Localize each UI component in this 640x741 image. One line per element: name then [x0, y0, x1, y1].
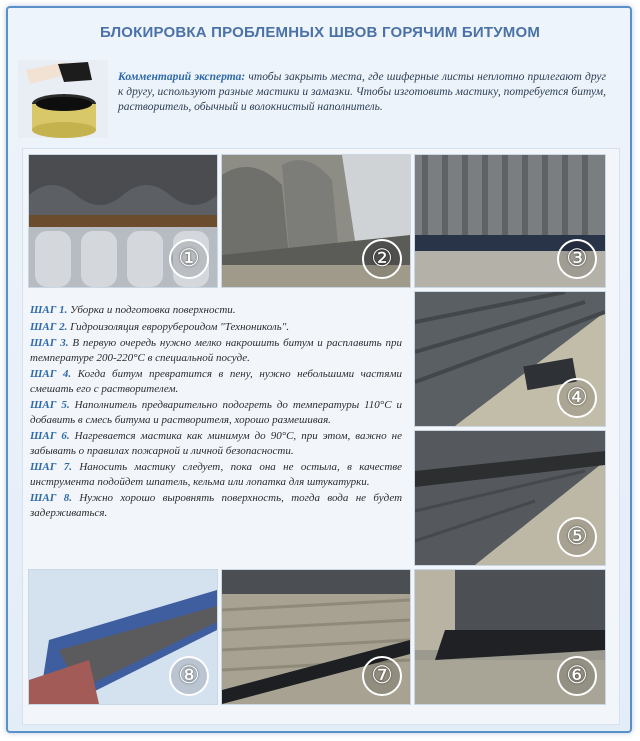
step-5	[30, 398, 402, 427]
step-2-label: ШАГ 2.	[30, 320, 68, 333]
step-5-text: Наполнитель предварительно подогреть до температуры 110°С и добавить в смесь битума и растворителя, хорошо размешивая.	[30, 399, 403, 426]
step-6-label: ШАГ 6.	[30, 430, 70, 442]
expert-comment	[118, 70, 606, 115]
step-badge-8: ⑧	[169, 656, 209, 696]
step-8	[30, 491, 402, 520]
step-1-label: ШАГ 1.	[30, 304, 68, 316]
step-photo-1	[28, 154, 218, 288]
step-badge-4: ④	[557, 378, 597, 418]
step-7	[30, 460, 402, 489]
step-badge-1: ①	[169, 239, 209, 279]
step-badge-3: ③	[557, 239, 597, 279]
step-photo-6	[414, 569, 606, 705]
step-4-label: ШАГ 4.	[30, 368, 72, 380]
step-6-text: Нагревается мастика как минимум до 90°С, при этом, важно не забывать о правилах пожарной и личной безопасности.	[30, 430, 402, 457]
step-6	[30, 429, 402, 458]
step-1-text: Уборка и подготовка поверхности.	[70, 304, 236, 316]
step-2	[30, 320, 402, 335]
step-7-text: Наносить мастику следует, пока она не остыла, в качестве инструмента подойдет шпатель, кельма или лопатка для штукатурки.	[30, 461, 402, 488]
step-photo-8	[28, 569, 218, 705]
step-3-label: ШАГ 3.	[30, 337, 69, 349]
step-badge-6: ⑥	[557, 656, 597, 696]
step-7-label: ШАГ 7.	[30, 461, 72, 473]
step-photo-2	[221, 154, 411, 288]
step-badge-2: ②	[362, 239, 402, 279]
step-8-text: Нужно хорошо выровнять поверхность, тогда вода не будет задерживаться.	[30, 492, 403, 519]
page-title: БЛОКИРОВКА ПРОБЛЕМНЫХ ШВОВ ГОРЯЧИМ БИТУМОМ	[99, 24, 541, 41]
step-5-label: ШАГ 5.	[30, 399, 70, 411]
step-badge-7: ⑦	[362, 656, 402, 696]
step-4-text: Когда битум превратится в пену, нужно небольшими частями смешать его с растворителем.	[30, 368, 403, 395]
step-1	[30, 303, 402, 318]
expert-comment-text: чтобы закрыть места, где шиферные листы неплотно прилегают друг к другу, используют разные мастики и замазки. Чтобы изготовить мастику, потребуется битум, растворитель, обычный и волокнистый наполнитель.	[118, 71, 607, 113]
bitumen-bucket-image	[18, 60, 108, 138]
step-photo-5	[414, 430, 606, 566]
step-3-text: В первую очередь нужно мелко накрошить битум и расплавить при температуре 200-220°С в специальной посуде.	[30, 337, 403, 364]
steps-list	[30, 303, 402, 522]
step-8-label: ШАГ 8.	[30, 492, 72, 504]
step-4	[30, 367, 402, 396]
step-photo-4	[414, 291, 606, 427]
expert-comment-label: Комментарий эксперта:	[118, 71, 246, 83]
step-badge-5: ⑤	[557, 517, 597, 557]
step-photo-7	[221, 569, 411, 705]
step-3	[30, 336, 402, 365]
step-2-text: Гидроизоляция еврорубероидом "Технониколь".	[70, 320, 290, 333]
step-photo-3	[414, 154, 606, 288]
